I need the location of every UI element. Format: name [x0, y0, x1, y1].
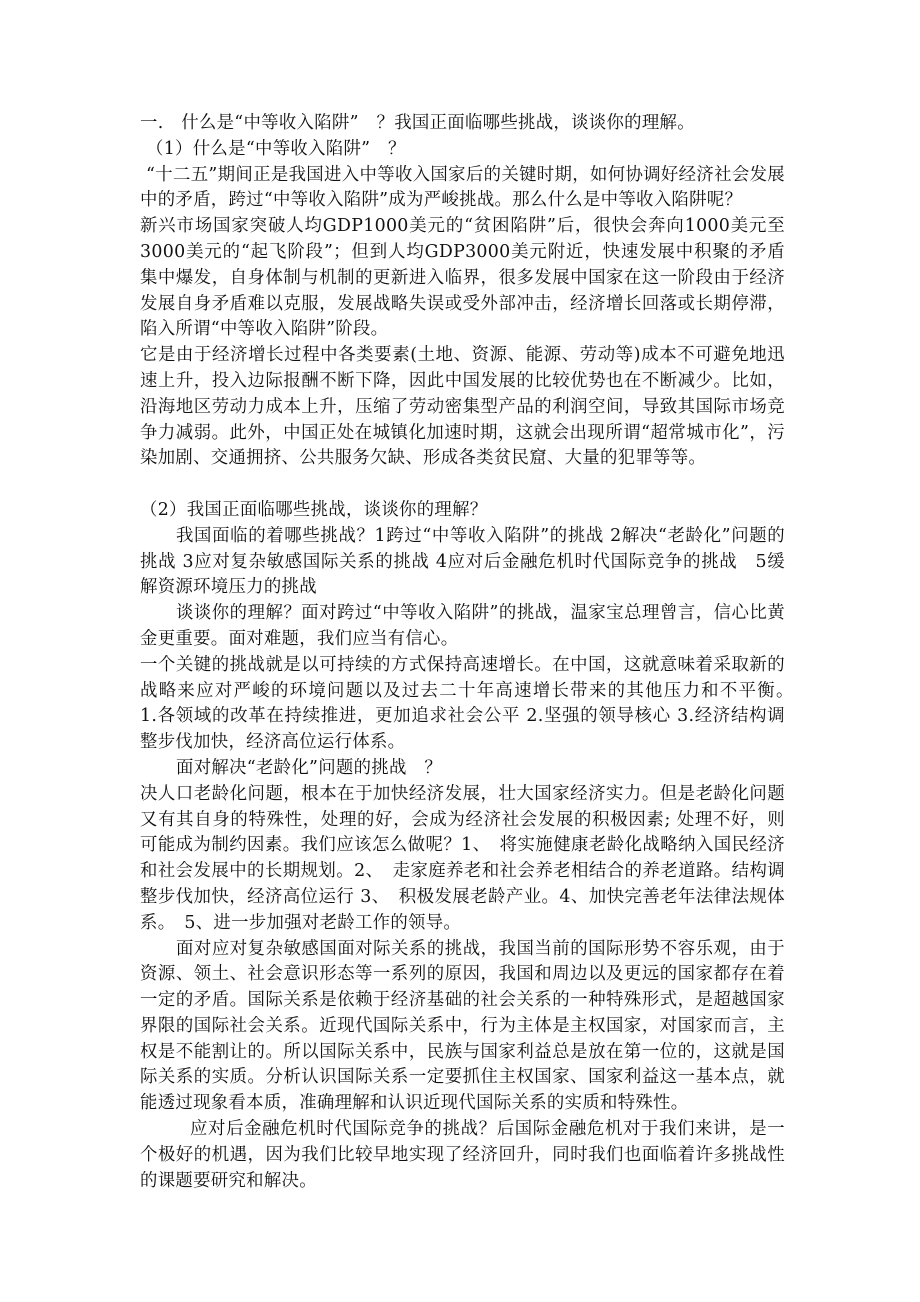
question-heading: 一. 什么是“中等收入陷阱” ？我国正面临哪些挑战，谈谈你的理解。: [140, 113, 695, 133]
paragraph-international-relations: 面对应对复杂敏感国面对际关系的挑战，我国当前的国际形势不容乐观，由于资源、领土、社会意识形态等一系列的原因，我国和周边以及更远的国家都存在着一定的矛盾。国际关系是依赖于经济基础的社会关系的一种特殊形式，是超越国家界限的国际社会关系。近现代国际关系中，行为主体是主权国家，对国家而言，主权是不能割让的。所以国际关系中，民族与国家利益总是放在第一位的，这就是国际关系的实质。分析认识国际关系一定要抓住主权国家、国家利益这一基本点，就能透过现象看本质，准确理解和认识近现代国际关系的实质和特殊性。: [140, 938, 785, 1114]
sub-heading-middle-income-trap: （1）什么是“中等收入陷阱” ？: [146, 138, 406, 159]
paragraph-emerging-markets: 新兴市场国家突破人均GDP1000美元的“贫困陷阱”后，很快会奔向1000美元至3000美元的“起飞阶段”；但到人均GDP3000美元附近，快速发展中积聚的矛盾集中爆发，自身体制与机制的更新进入临界，很多发展中国家在这一阶段由于经济发展自身矛盾难以克服，发展战略失误或受外部冲击，经济增长回落或长期停滞，陷入所谓“中等收入陷阱”阶段。: [140, 216, 785, 340]
paragraph-spacer: [140, 472, 785, 498]
paragraph-aging-heading: 面对解决“老龄化”问题的挑战 ？: [176, 757, 443, 778]
paragraph-twelfth-five-year: “十二五”期间正是我国进入中等收入国家后的关键时期，如何协调好经济社会发展中的矛盾，跨过“中等收入陷阱”成为严峻挑战。那么什么是中等收入陷阱呢？: [140, 164, 785, 211]
paragraph-sustainable-growth: 一个关键的挑战就是以可持续的方式保持高速增长。在中国，这就意味着采取新的战略来应对严峻的环境问题以及过去二十年高速增长带来的其他压力和不平衡。 1.各领域的改革在持续推进，更加追求社会公平 2.坚强的领导核心 3.经济结构调整步伐加快，经济高位运行体系。: [140, 654, 803, 753]
paragraph-challenges-list: 我国面临的着哪些挑战？1跨过“中等收入陷阱”的挑战 2解决“老龄化”问题的挑战 3应对复杂敏感国际关系的挑战 4应对后金融危机时代国际竞争的挑战 5缓解资源环境压力的挑战: [140, 525, 785, 598]
paragraph-post-crisis-competition: 应对后金融危机时代国际竞争的挑战？后国际金融危机对于我们来讲，是一个极好的机遇，因为我们比较早地实现了经济回升，同时我们也面临着许多挑战性的课题要研究和解决。: [140, 1119, 785, 1191]
paragraph-factor-costs: 它是由于经济增长过程中各类要素(土地、资源、能源、劳动等)成本不可避免地迅速上升，投入边际报酬不断下降，因此中国发展的比较优势也在不断减少。比如，沿海地区劳动力成本上升，压缩了劳动密集型产品的利润空间，导致其国际市场竞争力减弱。此外，中国正处在城镇化加速时期，这就会出现所谓“超常城市化”，污染加剧、交通拥挤、公共服务欠缺、形成各类贫民窟、大量的犯罪等等。: [140, 345, 785, 469]
document-body: [140, 111, 803, 1194]
sub-heading-challenges: （2）我国正面临哪些挑战，谈谈你的理解？: [140, 499, 488, 520]
paragraph-aging-solutions: 决人口老龄化问题，根本在于加快经济发展，壮大国家经济实力。但是老龄化问题又有其自身的特殊性，处理的好，会成为经济社会发展的积极因素; 处理不好，则可能成为制约因素。我们应该怎么做呢？1、 将实施健康老龄化战略纳入国民经济和社会发展中的长期规划。2、 走家庭养老和社会养老相结合的养老道路。结构调整步伐加快，经济高位运行 3、 积极发展老龄产业。4、加快完善老年法律法规体系。 5、进一步加强对老龄工作的领导。: [140, 783, 785, 933]
paragraph-understanding: 谈谈你的理解？面对跨过“中等收入陷阱”的挑战，温家宝总理曾言，信心比黄金更重要。面对难题，我们应当有信心。: [140, 603, 785, 649]
